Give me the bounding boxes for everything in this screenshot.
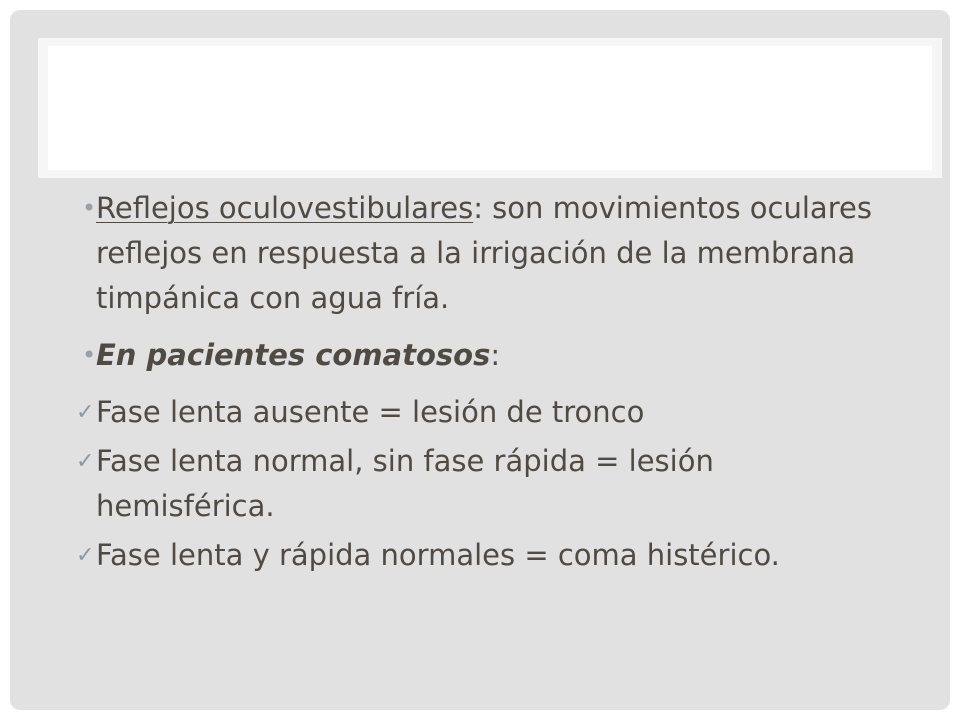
- checkmark-icon: ✓: [76, 400, 95, 425]
- bullet-item: [76, 186, 896, 321]
- checklist-text: Fase lenta y rápida normales = coma histérico.: [96, 538, 780, 572]
- checklist-text: Fase lenta normal, sin fase rápida = lesión hemisférica.: [96, 444, 714, 523]
- bullet-dot-icon: •: [82, 341, 97, 369]
- checkmark-icon: ✓: [76, 543, 95, 568]
- slide-content: [76, 186, 896, 582]
- title-area: [48, 46, 932, 170]
- bullet-text: :: [490, 338, 501, 372]
- bullet-dot-icon: •: [82, 194, 97, 222]
- checklist-item: [76, 533, 896, 578]
- bullet-emphasis: En pacientes comatosos: [96, 338, 491, 372]
- checklist-item: [76, 439, 896, 529]
- title-placeholder: [38, 38, 942, 178]
- checklist-text: Fase lenta ausente = lesión de tronco: [96, 395, 645, 429]
- bullet-term: Reflejos oculovestibulares: [96, 191, 474, 225]
- checklist-item: [76, 390, 896, 435]
- bullet-item: [76, 333, 896, 378]
- checkmark-icon: ✓: [76, 449, 95, 474]
- bullet-text: : son movimientos oculares reflejos en respuesta a la irrigación de la membrana timpánica con agua fría.: [96, 191, 872, 315]
